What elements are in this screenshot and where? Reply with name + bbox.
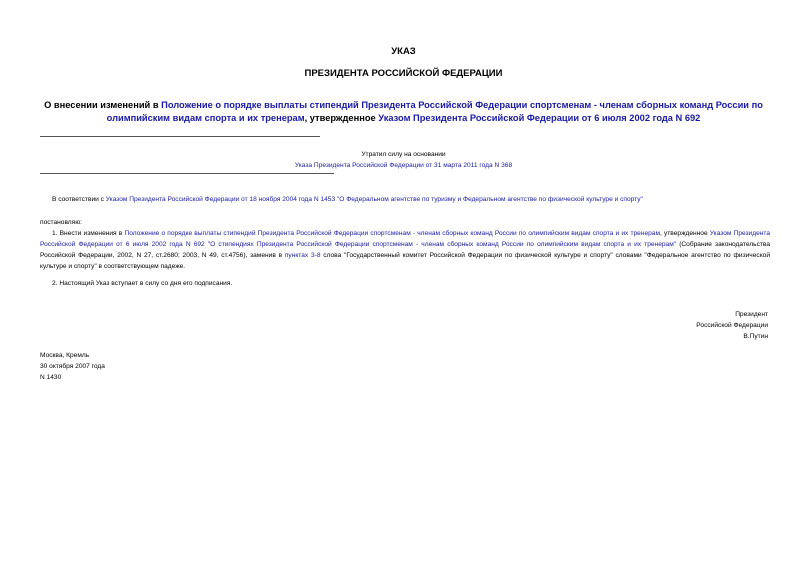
heading-text: , утвержденное [304,113,379,123]
document-heading [40,99,767,125]
decree-692-link[interactable]: Указом Президента Российской Федерации от 6 июля 2002 года N 692 [378,113,701,123]
heading-text: О внесении изменений в [44,100,162,110]
regulation-link[interactable]: Положение о порядке выплаты стипендий Президента Российской Федерации спортсменам - членам сборных команд России по олимпийским видам спорта и их тренерам [106,100,763,123]
place-date-block [40,350,105,383]
place: Москва, Кремль [40,352,90,359]
decree-word: постановляю: [40,219,83,226]
document-issuer: ПРЕЗИДЕНТА РОССИЙСКОЙ ФЕДЕРАЦИИ [304,68,503,79]
preamble-text: В соответствии с [52,196,106,203]
signature-title: Российской Федерации [696,322,768,329]
decree-1453-link[interactable]: Указом Президента Российской Федерации от 18 ноября 2004 года N 1453 "О Федеральном агентстве по туризму и Федеральном агентстве по физической культуре и спорту" [105,196,643,203]
divider [40,173,334,174]
decree-692-link[interactable]: Указом Президента Российской Федерации от 6 июля 2002 года N 692 "О стипендиях Президента Российской Федерации спортсменам - членам сборных команд России по олимпийским видам спорта и их тренерам" [40,230,771,248]
regulation-link[interactable]: Положение о порядке выплаты стипендий Президента Российской Федерации спортсменам - членам сборных команд России по олимпийским видам спорта и их тренерам [124,230,660,237]
item-text: , утвержденное [660,230,710,237]
status-note [40,149,767,171]
item-2: 2. Настоящий Указ вступает в силу со дня его подписания. [52,280,233,287]
item-text: слова "Государственный комитет Российской Федерации по физической культуре и спорту" словами "Федеральное агентство по физической культуре и спорту" в соответствующем падеже. [40,252,771,270]
signature-block [696,309,768,342]
item-1 [40,228,770,272]
item-text: (Собрание законодательства Российской Федерации, 2002, N 27, ст.2680; 2003, N 49, ст.4756), заменив в [40,241,770,259]
repeal-decree-link[interactable]: Указа Президента Российской Федерации от 31 марта 2011 года N 368 [294,162,513,169]
points-3-8-link[interactable]: пунктах 3-8 [284,252,321,259]
status-line: Утратил силу на основании [361,151,446,158]
divider [40,136,320,137]
decree-number: N 1430 [40,374,62,381]
preamble [40,194,770,205]
signature-title: Президент [735,311,768,318]
document-title: УКАЗ [391,46,416,57]
item-text: 1. Внести изменения в [52,230,125,237]
signature-name: В.Путин [743,333,768,340]
date: 30 октября 2007 года [40,363,105,370]
